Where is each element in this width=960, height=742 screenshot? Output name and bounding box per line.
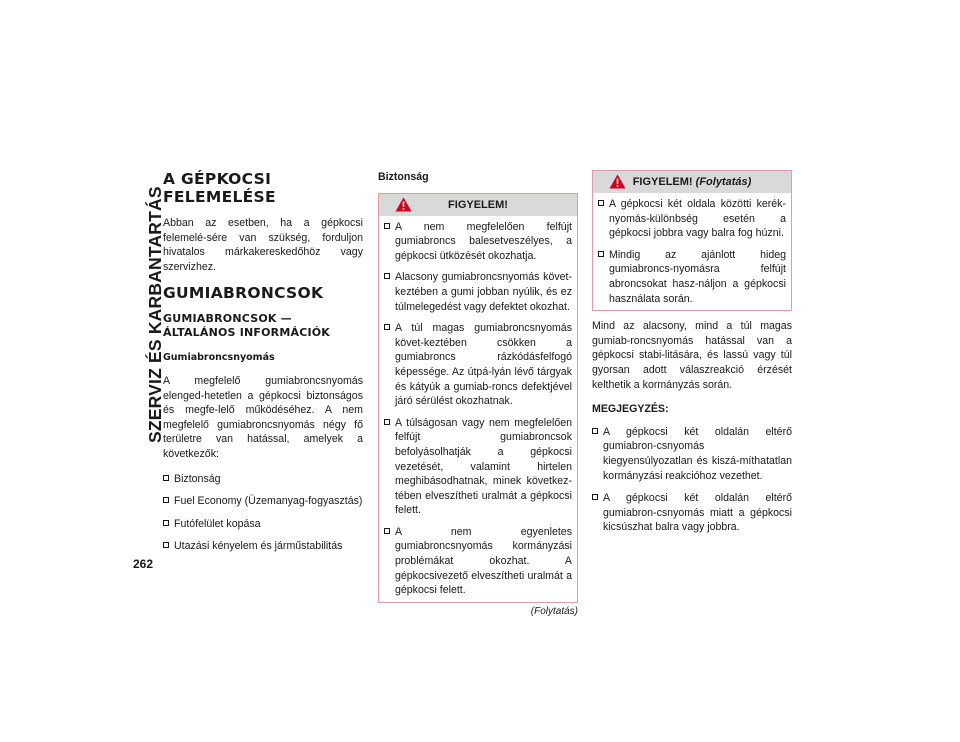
- column-3: [592, 170, 792, 543]
- paragraph-tire-pressure: A megfelelő gumiabroncsnyomás elenged-hetetlen a gépkocsi biztonságos és megfe-lelő működéséhez. A nem megfelelő gumiabroncsnyomás négy fő területre van hatással, amelyek a következők:: [163, 374, 363, 460]
- warning-triangle-icon: [395, 197, 412, 212]
- list-item: Alacsony gumiabroncsnyomás követ-keztében a gumi jobban nyúlik, és ez túlmelegedést vagy defektet okozhat.: [384, 270, 572, 314]
- heading-jacking: A GÉPKOCSI FELEMELÉSE: [163, 170, 276, 206]
- list-item: A gépkocsi két oldala közötti kerék-nyomás-különbség esetén a gépkocsi jobbra vagy balra fog húzni.: [598, 197, 786, 241]
- checkbox-bullet-icon: [384, 528, 390, 534]
- paragraph-jacking: Abban az esetben, ha a gépkocsi felemelé-sére van szükség, forduljon hivatalos márkakereskedőhöz vagy szervizhez.: [163, 217, 363, 273]
- warning-box: [378, 193, 578, 603]
- heading-tires: GUMIABRONCSOK: [163, 284, 324, 303]
- list-item: Biztonság: [163, 472, 363, 487]
- checkbox-bullet-icon: [384, 273, 390, 279]
- continued-label: (Folytatás): [530, 605, 578, 617]
- list-item: Futófelület kopása: [163, 517, 363, 532]
- list-item: Utazási kényelem és járműstabilitás: [163, 539, 363, 554]
- list-item: Mindig az ajánlott hideg gumiabroncs-nyomásra felfújt abroncsokat hasz-náljon a gépkocsi használata során.: [598, 248, 786, 306]
- checkbox-bullet-icon: [592, 494, 598, 500]
- warning-title-suffix: (Folytatás): [695, 176, 752, 188]
- checkbox-bullet-icon: [384, 223, 390, 229]
- list-item: A túlságosan vagy nem megfelelően felfújt gumiabroncsok befolyásolhatják a gépkocsi vezetését, valamint hirtelen meghibásodhatnak, minek következ-tében elveszítheti uralmát a gépkocsi felett.: [384, 416, 572, 518]
- list-item: A nem megfelelően felfújt gumiabroncs balesetveszélyes, a gépkocsi ütközését okozhatja.: [384, 220, 572, 264]
- warning-bullet-list: [384, 220, 572, 598]
- page-number: 262: [133, 557, 154, 571]
- checkbox-bullet-icon: [384, 419, 390, 425]
- list-item: A gépkocsi két oldalán eltérő gumiabron-csnyomás kiegyensúlyozatlan és kiszá-míthatatlan kormányzási reakcióhoz vezethet.: [592, 425, 792, 483]
- checkbox-bullet-icon: [598, 251, 604, 257]
- warning-header: [593, 171, 791, 193]
- list-item: A gépkocsi két oldalán eltérő gumiabron-csnyomás miatt a gépkocsi kicsúszhat balra vagy jobbra.: [592, 491, 792, 535]
- checkbox-bullet-icon: [598, 200, 604, 206]
- paragraph-stability: Mind az alacsony, mind a túl magas gumiab-roncsnyomás hatással van a gépkocsi stabi-litására, és lassú vagy túl gyorsan adott válaszreakció érzését kelthetik a kormányzás során.: [592, 320, 792, 391]
- column-2: [378, 170, 578, 619]
- checkbox-bullet-icon: [163, 520, 169, 526]
- heading-tires-general: GUMIABRONCSOK — ÁLTALÁNOS INFORMÁCIÓK: [163, 312, 331, 339]
- list-item: A nem egyenletes gumiabroncsnyomás kormányzási problémákat okozhat. A gépkocsivezető elveszítheti uralmát a gépkocsi felett.: [384, 525, 572, 598]
- warning-box-continued: [592, 170, 792, 311]
- side-section-title: [133, 172, 165, 454]
- checkbox-bullet-icon: [163, 542, 169, 548]
- warning-header: [379, 194, 577, 216]
- bullet-list-areas: [163, 472, 363, 554]
- checkbox-bullet-icon: [384, 324, 390, 330]
- warning-title: FIGYELEM!: [632, 176, 693, 188]
- checkbox-bullet-icon: [592, 428, 598, 434]
- column-1: [163, 170, 363, 562]
- list-item: A túl magas gumiabroncsnyomás követ-keztében csökken a gumiabroncs rázkódásfelfogó képessége. Az útpá-lyán lévő tárgyak és kátyúk a gumiab-roncs defektjével járó sérülést okozhatnak.: [384, 321, 572, 409]
- checkbox-bullet-icon: [163, 475, 169, 481]
- warning-title: FIGYELEM!: [448, 198, 508, 211]
- warning-bullet-list: [598, 197, 786, 306]
- heading-note: MEGJEGYZÉS:: [592, 403, 669, 416]
- warning-triangle-icon: [609, 174, 626, 189]
- list-item: Fuel Economy (Üzemanyag-fogyasztás): [163, 494, 363, 509]
- checkbox-bullet-icon: [163, 497, 169, 503]
- note-bullet-list: [592, 425, 792, 535]
- heading-tire-pressure: Gumiabroncsnyomás: [163, 352, 275, 364]
- warning-body: [379, 216, 577, 602]
- side-section-title-text: SZERVIZ ÉS KARBANTARTÁS: [145, 186, 165, 443]
- warning-body: [593, 193, 791, 310]
- heading-safety: Biztonság: [378, 171, 429, 183]
